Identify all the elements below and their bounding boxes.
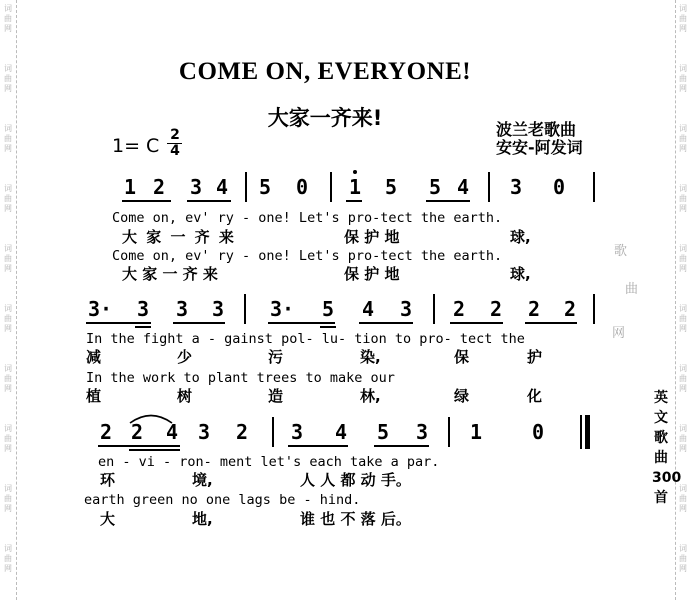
sixteenth-beam xyxy=(135,326,151,328)
note: 3 xyxy=(176,297,189,321)
lyric-zh-char: 林, xyxy=(360,387,381,405)
lyric-zh-char: 染, xyxy=(360,348,381,366)
watermark-char: 曲 xyxy=(4,194,12,203)
watermark-char: 曲 xyxy=(4,554,12,563)
watermark-char: 网 xyxy=(4,24,12,33)
note: 5 xyxy=(377,420,390,444)
watermark-char: 网 xyxy=(4,564,12,573)
watermark-char: 网 xyxy=(4,84,12,93)
note: 2 xyxy=(153,175,166,199)
watermark-char: 曲 xyxy=(4,374,12,383)
faded-stamp-char: 网 xyxy=(612,326,626,341)
note: 3 xyxy=(416,420,429,444)
note: 2 xyxy=(131,420,144,444)
lyric-en-verse2: In the work to plant trees to make our xyxy=(86,370,395,386)
lyric-zh-verse1-b: 保 护 地 xyxy=(344,228,400,246)
watermark-char: 词 xyxy=(679,364,687,373)
song-title-zh: 大家一齐来! xyxy=(267,106,383,130)
high-octave-dot xyxy=(353,170,357,174)
watermark-char: 词 xyxy=(679,184,687,193)
lyric-en-verse1: In the fight a - gainst pol- lu- tion to pro- tect the xyxy=(86,331,525,347)
note: 3 xyxy=(400,297,413,321)
final-bar-line-thin xyxy=(580,415,582,449)
lyric-zh-char: 植 xyxy=(86,387,102,405)
watermark-char: 网 xyxy=(4,504,12,513)
lyric-zh-phrase: 人 人 都 动 手。 xyxy=(300,471,411,489)
note: 4 xyxy=(335,420,348,444)
song-credits xyxy=(496,121,583,157)
bar-line xyxy=(245,172,247,202)
eighth-beam xyxy=(173,322,225,324)
lyric-zh-char: 地, xyxy=(192,510,213,528)
lyric-en-verse2: earth green no one lags be - hind. xyxy=(84,492,361,508)
watermark-char: 网 xyxy=(679,84,687,93)
eighth-beam xyxy=(86,322,151,324)
right-watermark-column xyxy=(675,0,690,600)
watermark-char: 曲 xyxy=(679,314,687,323)
watermark-char: 词 xyxy=(4,424,12,433)
key-signature: 1= C xyxy=(112,135,160,157)
lyric-zh-char: 造 xyxy=(268,387,284,405)
lyric-zh-char: 污 xyxy=(268,348,284,366)
note: 5 xyxy=(429,175,442,199)
bar-line xyxy=(488,172,490,202)
note: 5 xyxy=(259,175,272,199)
note: 2 xyxy=(453,297,466,321)
watermark-char: 曲 xyxy=(679,494,687,503)
time-sig-divider xyxy=(167,143,182,144)
note: 3· xyxy=(270,297,295,321)
eighth-beam xyxy=(450,322,503,324)
watermark-char: 网 xyxy=(4,384,12,393)
note: 3 xyxy=(190,175,203,199)
watermark-char: 词 xyxy=(679,124,687,133)
eighth-beam xyxy=(426,200,470,202)
bar-line xyxy=(272,417,274,447)
watermark-char: 曲 xyxy=(679,134,687,143)
watermark-char: 网 xyxy=(4,144,12,153)
watermark-char: 网 xyxy=(4,444,12,453)
time-sig-top: 2 xyxy=(170,127,180,143)
note: 3 xyxy=(212,297,225,321)
watermark-char: 词 xyxy=(679,544,687,553)
watermark-char: 曲 xyxy=(679,434,687,443)
watermark-char: 词 xyxy=(4,64,12,73)
watermark-char: 词 xyxy=(4,364,12,373)
watermark-char: 网 xyxy=(679,444,687,453)
watermark-char: 网 xyxy=(679,384,687,393)
note: 4 xyxy=(166,420,179,444)
sixteenth-beam xyxy=(320,326,336,328)
faded-stamp-char: 曲 xyxy=(625,282,639,297)
watermark-char: 网 xyxy=(679,324,687,333)
watermark-char: 词 xyxy=(679,484,687,493)
lyric-zh-verse1-a: 大 家 一 齐 来 xyxy=(122,228,234,246)
note: 5 xyxy=(322,297,335,321)
bar-line xyxy=(330,172,332,202)
song-origin: 波兰老歌曲 xyxy=(496,120,577,139)
note: 4 xyxy=(362,297,375,321)
lyric-en-verse1: en - vi - ron- ment let's each take a par. xyxy=(98,454,440,470)
lyric-zh-char: 化 xyxy=(527,387,543,405)
eighth-beam xyxy=(288,445,348,447)
watermark-char: 词 xyxy=(679,424,687,433)
watermark-char: 曲 xyxy=(679,554,687,563)
left-watermark-column xyxy=(0,0,17,600)
watermark-char: 词 xyxy=(679,4,687,13)
lyric-zh-char: 少 xyxy=(177,348,193,366)
watermark-char: 网 xyxy=(4,204,12,213)
watermark-char: 网 xyxy=(4,264,12,273)
note: 3 xyxy=(137,297,150,321)
lyric-zh-verse2-b: 保 护 地 xyxy=(344,265,400,283)
watermark-char: 词 xyxy=(679,244,687,253)
lyric-zh-char: 环 xyxy=(100,471,116,489)
watermark-char: 曲 xyxy=(679,374,687,383)
watermark-char: 词 xyxy=(4,544,12,553)
watermark-char: 词 xyxy=(679,304,687,313)
note: 3 xyxy=(291,420,304,444)
lyric-zh-char: 绿 xyxy=(454,387,470,405)
watermark-char: 曲 xyxy=(4,74,12,83)
note: 2 xyxy=(564,297,577,321)
lyric-zh-phrase: 谁 也 不 落 后。 xyxy=(300,510,411,528)
watermark-char: 词 xyxy=(4,484,12,493)
lyric-zh-verse1-c: 球, xyxy=(510,228,531,246)
note: 1 xyxy=(470,420,483,444)
note: 2 xyxy=(490,297,503,321)
eighth-beam xyxy=(374,445,429,447)
song-title-en: COME ON, EVERYONE! xyxy=(178,58,472,85)
watermark-char: 词 xyxy=(4,184,12,193)
bar-line xyxy=(448,417,450,447)
eighth-beam xyxy=(122,200,171,202)
bar-line xyxy=(593,172,595,202)
eighth-beam xyxy=(268,322,335,324)
eighth-beam xyxy=(359,322,413,324)
lyric-zh-char: 减 xyxy=(86,348,102,366)
note: 2 xyxy=(528,297,541,321)
note: 2 xyxy=(100,420,113,444)
note: 5 xyxy=(385,175,398,199)
lyric-zh-verse2-c: 球, xyxy=(510,265,531,283)
faded-stamp-char: 歌 xyxy=(614,244,628,259)
note: 4 xyxy=(457,175,470,199)
book-label: 英文歌曲300首 xyxy=(652,390,682,506)
watermark-char: 网 xyxy=(679,264,687,273)
watermark-char: 词 xyxy=(679,64,687,73)
watermark-char: 曲 xyxy=(679,194,687,203)
note: 0 xyxy=(296,175,309,199)
watermark-char: 网 xyxy=(679,144,687,153)
note: 3· xyxy=(88,297,113,321)
note: 4 xyxy=(216,175,229,199)
note: 1 xyxy=(124,175,137,199)
watermark-char: 网 xyxy=(679,504,687,513)
final-bar-line-thick xyxy=(585,415,590,449)
bar-line xyxy=(593,294,595,324)
watermark-char: 曲 xyxy=(679,74,687,83)
eighth-beam xyxy=(98,445,180,447)
time-sig-bottom: 4 xyxy=(170,143,180,159)
watermark-char: 曲 xyxy=(4,254,12,263)
note: 3 xyxy=(510,175,523,199)
lyric-en-verse2: Come on, ev' ry - one! Let's pro-tect the earth. xyxy=(112,248,503,264)
lyric-zh-verse2-a: 大 家 一 齐 来 xyxy=(122,265,218,283)
lyric-en-verse1: Come on, ev' ry - one! Let's pro-tect the earth. xyxy=(112,210,503,226)
watermark-char: 网 xyxy=(679,204,687,213)
lyric-zh-char: 树 xyxy=(177,387,193,405)
watermark-char: 词 xyxy=(4,244,12,253)
bar-line xyxy=(244,294,246,324)
note: 2 xyxy=(236,420,249,444)
watermark-char: 词 xyxy=(4,124,12,133)
eighth-beam xyxy=(187,200,231,202)
watermark-char: 词 xyxy=(4,304,12,313)
watermark-char: 网 xyxy=(679,564,687,573)
watermark-char: 词 xyxy=(4,4,12,13)
lyric-zh-char: 保 xyxy=(454,348,470,366)
watermark-char: 曲 xyxy=(4,134,12,143)
bar-line xyxy=(433,294,435,324)
note: 3 xyxy=(198,420,211,444)
lyric-zh-char: 境, xyxy=(192,471,213,489)
eighth-beam xyxy=(525,322,577,324)
watermark-char: 曲 xyxy=(679,254,687,263)
watermark-char: 曲 xyxy=(679,14,687,23)
note: 0 xyxy=(553,175,566,199)
watermark-char: 网 xyxy=(679,24,687,33)
lyric-zh-char: 大 xyxy=(100,510,116,528)
lyric-zh-char: 护 xyxy=(527,348,543,366)
note-high: 1 xyxy=(349,175,362,199)
watermark-char: 曲 xyxy=(4,494,12,503)
song-lyricist: 安安-阿发词 xyxy=(496,138,583,157)
watermark-char: 曲 xyxy=(4,14,12,23)
eighth-beam xyxy=(346,200,362,202)
note: 0 xyxy=(532,420,545,444)
sixteenth-beam xyxy=(129,449,180,451)
watermark-char: 曲 xyxy=(4,314,12,323)
watermark-char: 曲 xyxy=(4,434,12,443)
watermark-char: 网 xyxy=(4,324,12,333)
